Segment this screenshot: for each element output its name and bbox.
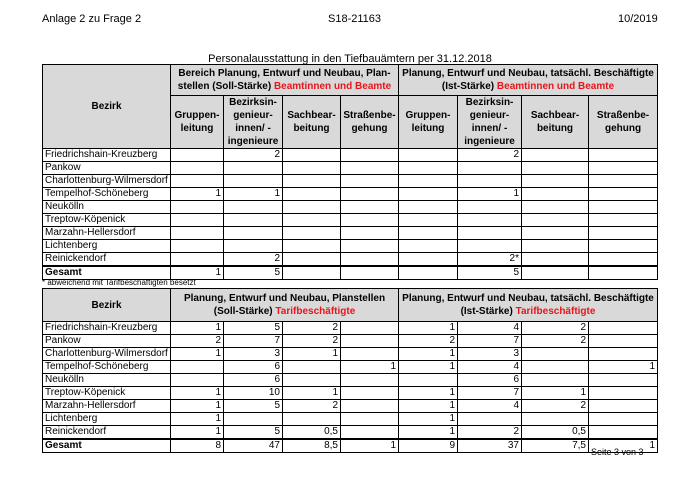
value-cell [522,227,589,240]
table-row [43,348,658,361]
value-cell [224,201,283,214]
bezirk-name: Friedrichshain-Kreuzberg [43,149,171,162]
value-cell [522,253,589,267]
value-cell [458,413,522,426]
value-cell [399,175,458,188]
value-cell: 1 [171,188,224,201]
bezirk-name: Charlottenburg-Wilmersdorf [43,175,171,188]
value-cell [522,348,589,361]
table-row [43,240,658,253]
value-cell [589,348,658,361]
bezirk-name: Reinickendorf [43,426,171,440]
value-cell [341,266,399,280]
value-cell [171,175,224,188]
bezirk-name: Treptow-Köpenick [43,387,171,400]
value-cell [283,253,341,267]
value-cell: 5 [224,266,283,280]
value-cell: 7 [458,335,522,348]
value-cell: 1 [171,266,224,280]
value-cell: 2 [224,149,283,162]
value-cell [171,253,224,267]
value-cell [589,227,658,240]
value-cell: 2* [458,253,522,267]
table-row [43,426,658,440]
col-header: Gruppen-leitung [171,96,224,149]
value-cell: 8,5 [283,439,341,453]
value-cell [224,240,283,253]
total-row [43,439,658,453]
value-cell [283,188,341,201]
table-row [43,201,658,214]
value-cell: 1 [399,400,458,413]
table-row [43,400,658,413]
value-cell [589,266,658,280]
value-cell [341,426,399,440]
value-cell [522,413,589,426]
value-cell [283,361,341,374]
value-cell [171,240,224,253]
value-cell: 2 [283,400,341,413]
value-cell [283,149,341,162]
value-cell [399,253,458,267]
table-beamte [42,64,658,280]
value-cell: 4 [458,322,522,335]
value-cell: 6 [458,374,522,387]
value-cell [171,201,224,214]
value-cell [589,322,658,335]
value-cell: 3 [224,348,283,361]
value-cell [589,201,658,214]
value-cell [283,162,341,175]
value-cell: 7 [458,387,522,400]
header-right: 10/2019 [618,13,658,25]
value-cell [589,413,658,426]
value-cell [589,387,658,400]
value-cell [283,374,341,387]
value-cell [341,162,399,175]
value-cell [399,240,458,253]
table-row [43,374,658,387]
value-cell [224,162,283,175]
value-cell [589,253,658,267]
value-cell [341,387,399,400]
value-cell: 2 [399,335,458,348]
value-cell: 2 [283,322,341,335]
value-cell: 3 [458,348,522,361]
value-cell [522,240,589,253]
value-cell: 1 [171,400,224,413]
value-cell: 8 [171,439,224,453]
value-cell: 1 [458,188,522,201]
table-row [43,253,658,267]
value-cell: 1 [589,361,658,374]
bezirk-header: Bezirk [43,289,171,322]
value-cell: 47 [224,439,283,453]
value-cell [283,413,341,426]
value-cell [171,162,224,175]
value-cell [283,214,341,227]
value-cell: 1 [224,188,283,201]
bezirk-name: Reinickendorf [43,253,171,267]
value-cell [399,162,458,175]
col-header: Bezirksin-genieur-innen/ -ingenieure [224,96,283,149]
table-row [43,188,658,201]
value-cell: 1 [399,348,458,361]
value-cell [341,348,399,361]
value-cell: 2 [458,149,522,162]
footnote: * abweichend mit Tarifbeschäftigten besetzt [42,278,196,287]
bezirk-name: Marzahn-Hellersdorf [43,400,171,413]
group-header-ist: Planung, Entwurf und Neubau, tatsächl. Beschäftigte (Ist-Stärke) Tarifbeschäftigte [399,289,658,322]
bezirk-name: Pankow [43,335,171,348]
bezirk-header: Bezirk [43,65,171,149]
header-left: Anlage 2 zu Frage 2 [42,13,142,25]
value-cell [171,214,224,227]
col-header: Sachbear-beitung [283,96,341,149]
value-cell [522,162,589,175]
value-cell [589,162,658,175]
value-cell [341,188,399,201]
value-cell [224,227,283,240]
value-cell: 1 [283,387,341,400]
value-cell [399,374,458,387]
value-cell [341,335,399,348]
value-cell [171,149,224,162]
col-header: Bezirksin-genieur-innen/ -ingenieure [458,96,522,149]
value-cell: 1 [171,348,224,361]
table-row [43,227,658,240]
value-cell [589,400,658,413]
bezirk-name: Charlottenburg-Wilmersdorf [43,348,171,361]
table-row [43,361,658,374]
value-cell: 1 [399,387,458,400]
value-cell: 10 [224,387,283,400]
value-cell: 9 [399,439,458,453]
value-cell: 1 [399,413,458,426]
bezirk-name: Gesamt [43,266,171,280]
value-cell [458,175,522,188]
value-cell: 4 [458,361,522,374]
value-cell [341,413,399,426]
value-cell: 2 [283,335,341,348]
value-cell: 1 [341,361,399,374]
value-cell [171,361,224,374]
value-cell [283,201,341,214]
value-cell [341,253,399,267]
bezirk-name: Tempelhof-Schöneberg [43,188,171,201]
value-cell [458,240,522,253]
value-cell [522,214,589,227]
page-number: Seite 3 von 3 [591,447,644,457]
value-cell: 1 [399,361,458,374]
value-cell [224,413,283,426]
value-cell [341,227,399,240]
value-cell [522,188,589,201]
bezirk-name: Lichtenberg [43,413,171,426]
table-row [43,413,658,426]
value-cell: 1 [341,439,399,453]
value-cell [522,266,589,280]
table-row [43,387,658,400]
value-cell: 1 [399,426,458,440]
value-cell: 7,5 [522,439,589,453]
value-cell: 2 [171,335,224,348]
value-cell [589,426,658,440]
value-cell [522,149,589,162]
value-cell: 2 [224,253,283,267]
value-cell: 7 [224,335,283,348]
table-tarif [42,288,658,453]
value-cell: 0,5 [522,426,589,440]
value-cell: 2 [522,322,589,335]
value-cell [458,201,522,214]
col-header: Straßenbe-gehung [341,96,399,149]
value-cell: 5 [224,426,283,440]
bezirk-name: Marzahn-Hellersdorf [43,227,171,240]
value-cell [589,175,658,188]
value-cell: 6 [224,374,283,387]
value-cell [341,400,399,413]
value-cell: 1 [283,348,341,361]
value-cell [341,175,399,188]
bezirk-name: Gesamt [43,439,171,453]
value-cell [283,227,341,240]
group-header-ist: Planung, Entwurf und Neubau, tatsächl. Beschäftigte (Ist-Stärke) Beamtinnen und Beamte [399,65,658,96]
value-cell [171,227,224,240]
value-cell [589,374,658,387]
value-cell [341,201,399,214]
value-cell [283,240,341,253]
value-cell [341,214,399,227]
value-cell: 5 [458,266,522,280]
value-cell [458,162,522,175]
bezirk-name: Friedrichshain-Kreuzberg [43,322,171,335]
value-cell [589,214,658,227]
value-cell [341,374,399,387]
value-cell: 5 [224,322,283,335]
value-cell [399,266,458,280]
value-cell: 5 [224,400,283,413]
value-cell: 0,5 [283,426,341,440]
value-cell: 1 [399,322,458,335]
value-cell [458,227,522,240]
table-row [43,335,658,348]
group-header-soll: Planung, Entwurf und Neubau, Planstellen (Soll-Stärke) Tarifbeschäftigte [171,289,399,322]
value-cell: 1 [522,387,589,400]
value-cell: 2 [458,426,522,440]
col-header: Straßenbe-gehung [589,96,658,149]
value-cell [522,175,589,188]
value-cell [224,214,283,227]
value-cell [171,374,224,387]
document-title: Personalausstattung in den Tiefbauämtern per 31.12.2018 [208,53,492,65]
col-header: Gruppen-leitung [399,96,458,149]
value-cell [458,214,522,227]
value-cell: 6 [224,361,283,374]
group-header-soll: Bereich Planung, Entwurf und Neubau, Plan-stellen (Soll-Stärke) Beamtinnen und Beamte [171,65,399,96]
bezirk-name: Tempelhof-Schöneberg [43,361,171,374]
value-cell [283,175,341,188]
bezirk-name: Treptow-Köpenick [43,214,171,227]
table-row [43,214,658,227]
value-cell [399,201,458,214]
value-cell: 37 [458,439,522,453]
value-cell [589,335,658,348]
value-cell: 2 [522,400,589,413]
bezirk-name: Neukölln [43,201,171,214]
value-cell: 1 [589,439,658,453]
table-row [43,322,658,335]
table-row [43,162,658,175]
col-header: Sachbear-beitung [522,96,589,149]
value-cell [224,175,283,188]
value-cell [399,214,458,227]
value-cell [341,149,399,162]
value-cell [522,201,589,214]
value-cell [399,227,458,240]
value-cell [341,322,399,335]
value-cell [399,188,458,201]
value-cell: 2 [522,335,589,348]
value-cell [522,361,589,374]
bezirk-name: Lichtenberg [43,240,171,253]
value-cell [522,374,589,387]
header-center: S18-21163 [328,13,382,25]
bezirk-name: Pankow [43,162,171,175]
value-cell [589,188,658,201]
value-cell [589,149,658,162]
value-cell: 4 [458,400,522,413]
value-cell: 1 [171,413,224,426]
value-cell: 1 [171,322,224,335]
value-cell [589,240,658,253]
value-cell [399,149,458,162]
value-cell: 1 [171,426,224,440]
value-cell: 1 [171,387,224,400]
table-row [43,175,658,188]
value-cell [341,240,399,253]
value-cell [283,266,341,280]
table-row [43,149,658,162]
bezirk-name: Neukölln [43,374,171,387]
